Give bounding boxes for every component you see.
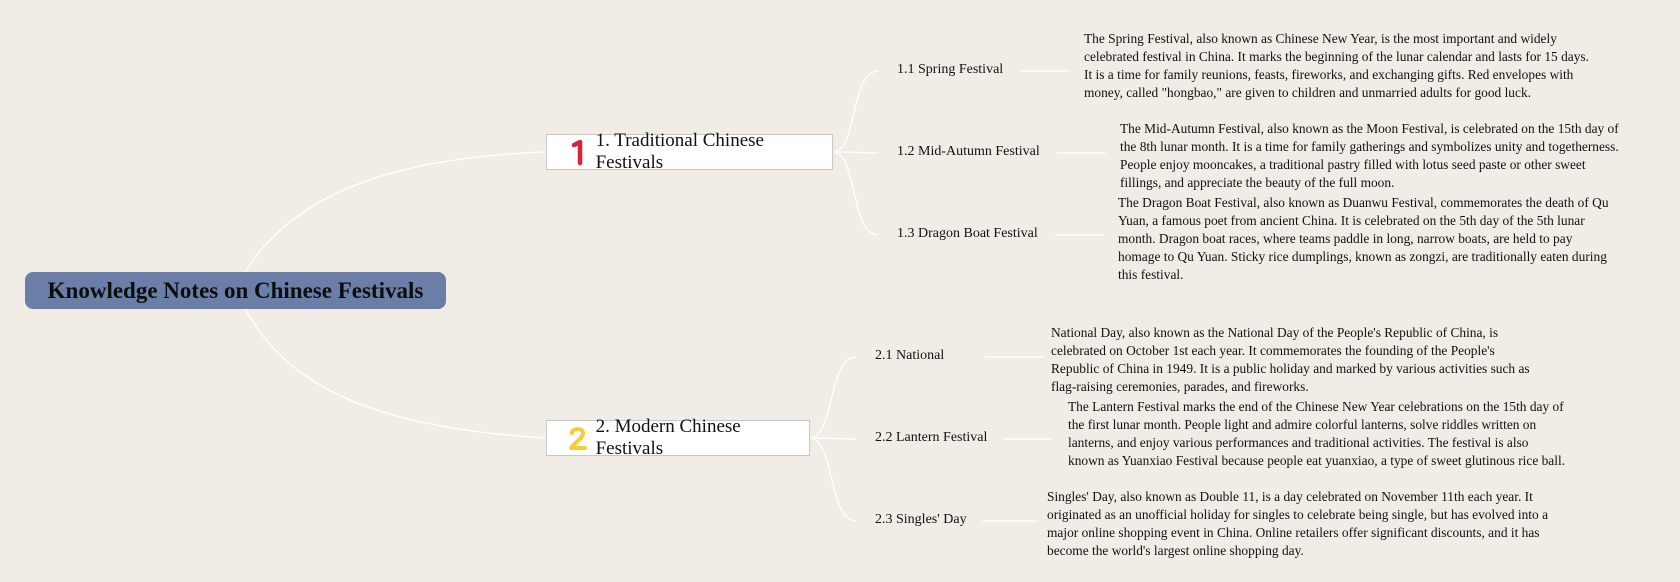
topic-singles-day[interactable]: [875, 512, 967, 528]
topic-label: 2.2 Lantern Festival: [875, 430, 988, 445]
connector-root-branch-1: [245, 152, 546, 272]
topic-label: 1.1 Spring Festival: [897, 62, 1004, 77]
note-text: The Mid-Autumn Festival, also known as the Moon Festival, is celebrated on the 15th day of the 8th lunar month. It is a time for family gatherings and symbolizes unity and togetherness. People enjoy mooncakes, a traditional pastry filled with lotus seed paste or other sweet fillings, and appreciate the beauty of the full moon.: [1120, 121, 1619, 190]
connector-branch-2-topic-3: [810, 438, 856, 521]
number-two-icon: [567, 424, 589, 452]
branch-label: 2. Modern Chinese Festivals: [595, 416, 741, 459]
number-one-icon: [567, 138, 589, 166]
connector-root-branch-2: [245, 309, 546, 438]
note-text: The Spring Festival, also known as Chinese New Year, is the most important and widely celebrated festival in China. It marks the beginning of the lunar calendar and lasts for 15 days. It is a time for family reunions, feasts, fireworks, and exchanging gifts. Red envelopes with money, called "hongbao," are given to children and unmarried adults for good luck.: [1084, 31, 1589, 100]
topic-lantern-festival[interactable]: [875, 430, 987, 446]
note-text: Singles' Day, also known as Double 11, is a day celebrated on November 11th each year. It originated as an unofficial holiday for singles to celebrate being single, but has evolved into a major online shopping event in China. Online retailers offer significant discounts, and it has become the world's largest online shopping day.: [1047, 489, 1549, 558]
topic-label: 1.3 Dragon Boat Festival: [897, 226, 1038, 241]
note-national-day: [1051, 324, 1541, 394]
connector-branch-1-topic-3: [833, 152, 878, 235]
topic-label: 2.1 National: [875, 348, 945, 363]
note-singles-day: [1047, 488, 1552, 558]
note-text: The Dragon Boat Festival, also known as Duanwu Festival, commemorates the death of Qu Yuan, a famous poet from ancient China. It is celebrated on the 5th day of the 5th lunar month. Dragon boat races, where teams paddle in long, narrow boats, are held to pay homage to Qu Yuan. Sticky rice dumplings, known as zongzi, are traditionally eaten during this festival.: [1118, 195, 1609, 282]
note-text: National Day, also known as the National Day of the People's Republic of China, is celebrated on October 1st each year. It commemorates the founding of the People's Republic of China in 1949. It is a public holiday and marked by various activities such as flag-raising ceremonies, parades, and fireworks.: [1051, 325, 1530, 394]
connector-branch-1-topic-2: [833, 152, 878, 153]
note-spring-festival: [1084, 30, 1594, 110]
connector-branch-2-topic-2: [810, 438, 856, 439]
connector-branch-2-topic-1: [810, 357, 856, 438]
note-text: The Lantern Festival marks the end of the Chinese New Year celebrations on the 15th day of the first lunar month. People light and admire colorful lanterns, solve riddles written on lanterns, and enjoy various performances and traditional activities. The festival is also known as Yuanxiao Festival because people eat yuanxiao, a type of sweet glutinous rice ball.: [1068, 399, 1566, 468]
root-topic[interactable]: [25, 272, 446, 309]
branch-label: 1. Traditional Chinese Festivals: [595, 130, 764, 173]
topic-national-day[interactable]: [875, 348, 944, 364]
topic-mid-autumn-festival[interactable]: [897, 144, 1040, 160]
topic-spring-festival[interactable]: [897, 62, 1003, 78]
topic-label: 1.2 Mid-Autumn Festival: [897, 144, 1040, 159]
root-title: Knowledge Notes on Chinese Festivals: [47, 277, 424, 303]
note-dragon-boat-festival: [1118, 194, 1618, 282]
branch-traditional-festivals[interactable]: [546, 130, 833, 173]
branch-modern-festivals[interactable]: [546, 416, 810, 459]
topic-label: 2.3 Singles' Day: [875, 512, 967, 527]
connector-branch-1-topic-1: [833, 71, 878, 152]
note-mid-autumn-festival: [1120, 120, 1620, 190]
note-lantern-festival: [1068, 398, 1568, 478]
topic-dragon-boat-festival[interactable]: [897, 226, 1038, 242]
